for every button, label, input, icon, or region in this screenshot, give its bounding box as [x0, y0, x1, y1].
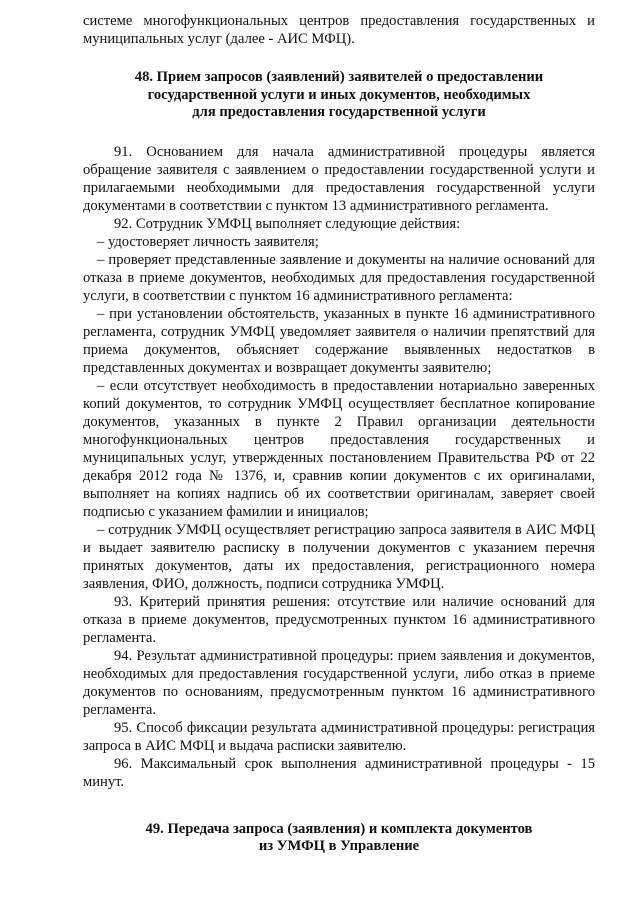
- section-48-heading-line: для предоставления государственной услуги: [192, 104, 486, 120]
- list-item-copy-documents: – если отсутствует необходимость в предоставлении нотариально заверенных копий документов, то сотрудник УМФЦ осуществляет бесплатное копирование документов, указанных в пункте 2 Правил организации деятельности многофункциональных центров предоставления государственных и муниципальных услуг, утвержденных постановлением Правительства РФ от 22 декабря 2012 года № 1376, и, сравнив копии документов с их оригиналами, выполняет на копиях надпись об их соответствии оригиналам, заверяет своей подписью с указанием фамилии и инициалов;: [83, 377, 595, 520]
- section-49-heading-line: из УМФЦ в Управление: [258, 838, 420, 854]
- list-item-identity-check: – удостоверяет личность заявителя;: [97, 233, 319, 250]
- section-48-heading: [83, 69, 595, 122]
- paragraph-95: 95. Способ фиксации результата административной процедуры: регистрация запроса в АИС МФЦ и выдача расписки заявителю.: [83, 719, 595, 754]
- paragraph-93: 93. Критерий принятия решения: отсутствие или наличие оснований для отказа в приеме документов, предусмотренных пунктом 16 административного регламента.: [83, 593, 595, 646]
- document-page: [83, 12, 595, 856]
- paragraph-96: 96. Максимальный срок выполнения административной процедуры - 15 минут.: [83, 755, 595, 790]
- section-48-heading-line: государственной услуги и иных документов, необходимых: [147, 86, 531, 103]
- list-item-notify-applicant: – при установлении обстоятельств, указанных в пункте 16 административного регламента, сотрудник УМФЦ уведомляет заявителя о наличии препятствий для приема документов, объясняет содержание выявленных недостатков в представленных документах и возвращает документы заявителю;: [83, 305, 595, 376]
- section-49-heading-line: 49. Передача запроса (заявления) и комплекта документов: [145, 820, 533, 837]
- list-item-register-request: – сотрудник УМФЦ осуществляет регистрацию запроса заявителя в АИС МФЦ и выдает заявителю расписку в получении документов с указанием перечня принятых документов, даты их предоставления, регистрационного номера заявления, ФИО, должность, подписи сотрудника УМФЦ.: [83, 521, 595, 592]
- paragraph-92: 92. Сотрудник УМФЦ выполняет следующие действия:: [114, 215, 461, 232]
- list-item-document-check: – проверяет представленные заявление и документы на наличие оснований для отказа в приеме документов, необходимых для предоставления государственной услуги, в соответствии с пунктом 16 административного регламента:: [83, 251, 595, 304]
- paragraph-91: 91. Основанием для начала административной процедуры является обращение заявителя с заявлением о предоставлении государственной услуги и прилагаемыми необходимыми для предоставления государственной услуги документами в соответствии с пунктом 13 административного регламента.: [83, 143, 595, 214]
- section-49-heading: [83, 821, 595, 856]
- section-48-heading-line: 48. Прием запросов (заявлений) заявителей о предоставлении: [134, 69, 544, 85]
- intro-paragraph: системе многофункциональных центров предоставления государственных и муниципальных услуг (далее - АИС МФЦ).: [83, 13, 595, 47]
- paragraph-94: 94. Результат административной процедуры: прием заявления и документов, необходимых для предоставления государственной услуги, либо отказ в приеме документов по основаниям, предусмотренным пунктом 16 административного регламента.: [83, 647, 595, 718]
